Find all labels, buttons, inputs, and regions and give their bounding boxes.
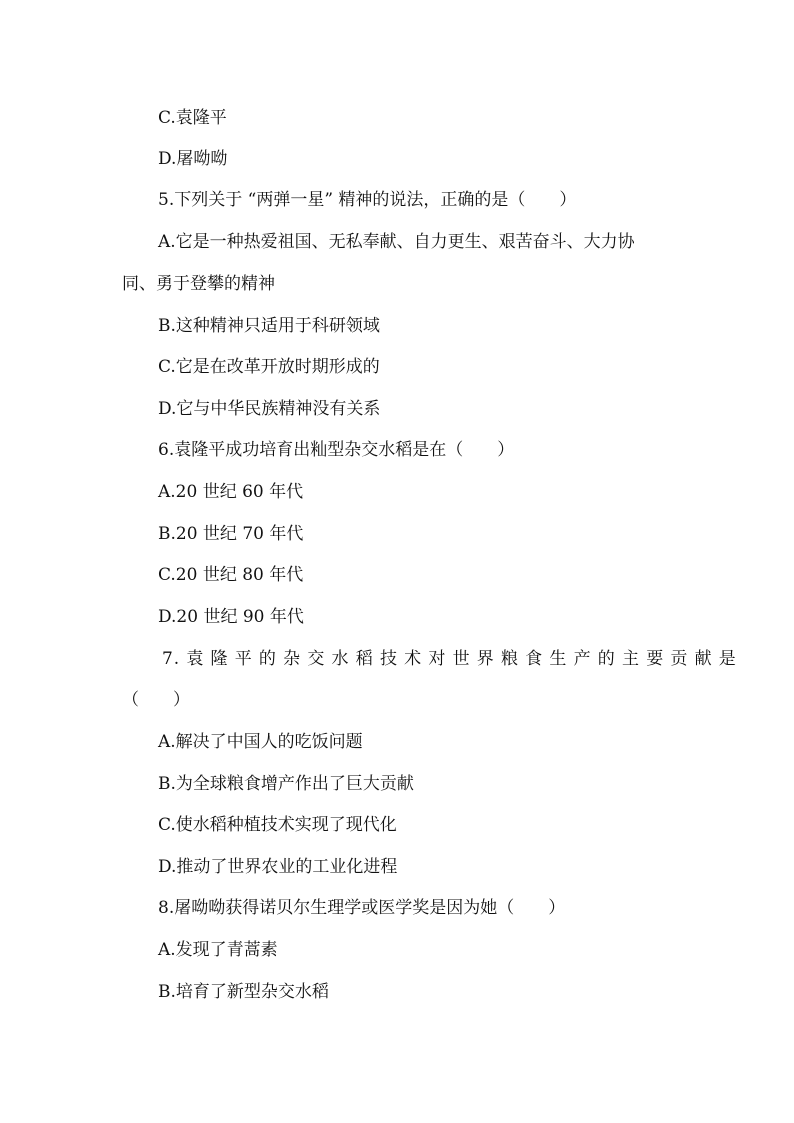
option-c-q7: C.使水稻种植技术实现了现代化 xyxy=(158,815,397,835)
option-a-q5-line1: A.它是一种热爱祖国、无私奉献、自力更生、艰苦奋斗、大力协 xyxy=(158,232,635,252)
option-a-q6: A.20 世纪 60 年代 xyxy=(158,482,304,502)
question-7-line1: 7. 袁 隆 平 的 杂 交 水 稻 技 术 对 世 界 粮 食 生 产 的 主 要 贡 献 是 xyxy=(162,649,737,669)
option-c-q5: C.它是在改革开放时期形成的 xyxy=(158,357,380,377)
option-d-q7: D.推动了世界农业的工业化进程 xyxy=(158,857,398,877)
option-c-q6: C.20 世纪 80 年代 xyxy=(158,565,304,585)
option-b-q6: B.20 世纪 70 年代 xyxy=(158,524,304,544)
option-d-q4: D.屠呦呦 xyxy=(158,149,228,169)
question-8: 8.屠呦呦获得诺贝尔生理学或医学奖是因为她（ ） xyxy=(158,898,566,918)
option-a-q8: A.发现了青蒿素 xyxy=(158,940,278,960)
option-d-q6: D.20 世纪 90 年代 xyxy=(158,607,304,627)
option-b-q8: B.培育了新型杂交水稻 xyxy=(158,982,329,1002)
option-b-q5: B.这种精神只适用于科研领域 xyxy=(158,316,380,336)
question-6: 6.袁隆平成功培育出籼型杂交水稻是在（ ） xyxy=(158,440,515,460)
option-c-q4: C.袁隆平 xyxy=(158,108,227,128)
question-5: 5.下列关于 “两弹一星” 精神的说法，正确的是（ ） xyxy=(158,190,577,210)
question-7-line2: （ ） xyxy=(122,690,190,710)
option-a-q7: A.解决了中国人的吃饭问题 xyxy=(158,732,363,752)
option-b-q7: B.为全球粮食增产作出了巨大贡献 xyxy=(158,774,414,794)
option-a-q5-line2: 同、勇于登攀的精神 xyxy=(122,274,275,294)
option-d-q5: D.它与中华民族精神没有关系 xyxy=(158,399,381,419)
